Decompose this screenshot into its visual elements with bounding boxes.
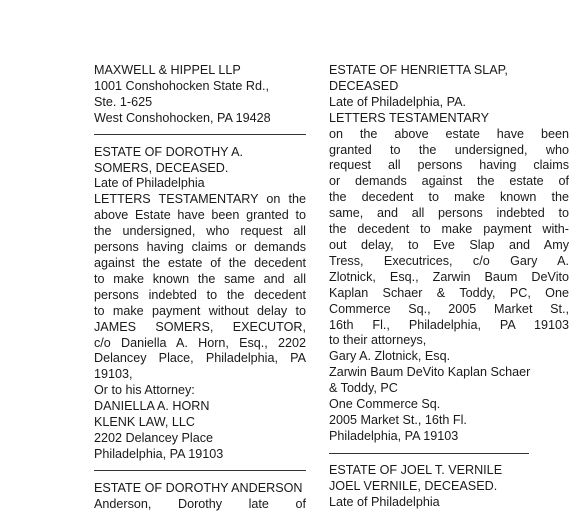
notice-body-line: 16th Fl., Philadelphia, PA 19103 [329,317,569,332]
notice-body-line: JAMES SOMERS, EXECUTOR, [94,319,306,334]
notice-body-line: LETTERS TESTAMENTARY on the [94,192,306,207]
attorney-line: DANIELLA A. HORN [94,399,210,414]
notice-heading: JOEL VERNILE, DECEASED. [329,478,498,493]
attorney-line: KLENK LAW, LLC [94,415,196,430]
notice-body-line: above Estate have been granted to [94,208,306,223]
notice-body-line: on the above estate have been [329,126,569,141]
firm-line: 1001 Conshohocken State Rd., [94,78,270,93]
notice-intro: LETTERS TESTAMENTARY [329,110,490,125]
notice-body-line: Delancey Place, Philadelphia, PA [94,351,306,366]
notice-body-line: Tress, Executrices, c/o Gary A. [329,253,569,268]
notice-heading: DECEASED [329,78,399,93]
notice-estate-slap [329,63,569,445]
right-column [329,63,569,510]
notice-body-line: persons having claims or demands [94,240,306,255]
attorney-line: One Commerce Sq. [329,397,441,412]
notice-body-line: the decedent to make payment with- [329,222,569,237]
attorney-line: 2202 Delancey Place [94,430,214,445]
attorney-line: Gary A. Zlotnick, Esq. [329,349,451,364]
notice-body-line: out delay, to Eve Slap and Amy [329,237,569,252]
notice-body-line: to their attorneys, [329,333,427,348]
notice-residence: Late of Philadelphia, PA. [329,94,466,109]
section-divider [329,453,529,454]
notice-body-line: persons indebted to the decedent [94,287,306,302]
notice-body-line: the undersigned, who request all [94,224,306,239]
attorney-line: Philadelphia, PA 19103 [94,446,224,461]
firm-block [94,63,306,127]
attorney-line: Zarwin Baum DeVito Kaplan Schaer [329,365,531,380]
notice-body-line: or demands against the estate of [329,174,569,189]
notice-heading: ESTATE OF JOEL T. VERNILE [329,462,503,477]
notice-body-line: request all persons having claims [329,158,569,173]
firm-line: Ste. 1-625 [94,94,153,109]
attorney-intro: Or to his Attorney: [94,383,195,398]
notice-heading: SOMERS, DECEASED. [94,160,229,175]
notice-body-line: the decedent to make known the [329,190,569,205]
notice-body-line: Commerce Sq., 2005 Market St., [329,301,569,316]
attorney-line: 2005 Market St., 16th Fl. [329,412,467,427]
left-column [94,63,306,513]
section-divider [94,470,306,471]
notice-heading: ESTATE OF DOROTHY ANDERSON [94,480,303,495]
notice-body-line: same, and all persons indebted to [329,206,569,221]
notice-body-line: granted to the undersigned, who [329,142,569,157]
notice-heading: ESTATE OF DOROTHY A. [94,144,244,159]
notice-estate-vernile [329,463,569,511]
notice-estate-somers [94,145,306,463]
notice-body-line: c/o Daniella A. Horn, Esq., 2202 [94,335,306,350]
notice-body-line: to make payment without delay to [94,303,306,318]
section-divider [94,134,306,135]
notice-body-line: 19103, [94,367,133,382]
notice-body-line: Anderson, Dorothy late of [94,496,306,511]
notice-body-line: against the estate of the decedent [94,255,306,270]
notice-body-line: to make known the same and all [94,271,306,286]
notice-heading: ESTATE OF HENRIETTA SLAP, [329,63,508,77]
firm-line: West Conshohocken, PA 19428 [94,110,271,125]
notice-residence: Late of Philadelphia [329,494,440,509]
attorney-line: & Toddy, PC [329,381,398,396]
notice-body-line: Zlotnick, Esq., Zarwin Baum DeVito [329,269,569,284]
attorney-line: Philadelphia, PA 19103 [329,428,459,443]
notice-estate-anderson [94,481,306,513]
notice-residence: Late of Philadelphia [94,176,205,191]
firm-line: MAXWELL & HIPPEL LLP [94,63,241,77]
notice-body-line: Kaplan Schaer & Toddy, PC, One [329,285,569,300]
